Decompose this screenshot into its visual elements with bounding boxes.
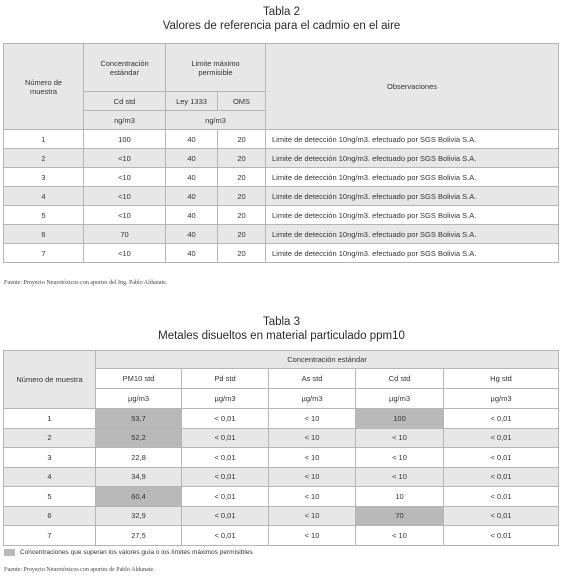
table3-cell: < 0,01 xyxy=(444,409,559,429)
table3-cell: < 10 xyxy=(356,467,444,487)
table2-row-number: 5 xyxy=(4,206,84,225)
table2-header-observaciones: Observaciones xyxy=(266,44,559,130)
table3-cell: 100 xyxy=(356,409,444,429)
table3-cell: < 0,01 xyxy=(182,448,269,468)
table3-row-number: 7 xyxy=(4,526,96,546)
table3-cell: 34,9 xyxy=(96,467,182,487)
table2-source: Fuente: Proyecto Neurotóxicos con aportes del Ing. Pablo Aldunate. xyxy=(4,280,168,286)
table3-cell: < 10 xyxy=(356,448,444,468)
table2-oms-value: 20 xyxy=(218,130,266,149)
table2-cd-value: <10 xyxy=(84,244,166,263)
table3-cell: < 0,01 xyxy=(444,487,559,507)
legend-swatch xyxy=(4,549,15,556)
table3-cell: 10 xyxy=(356,487,444,507)
table3-row-number: 5 xyxy=(4,487,96,507)
table3-row-number: 4 xyxy=(4,467,96,487)
table3-col-header: Pd std xyxy=(182,369,269,389)
table-row xyxy=(4,487,559,507)
table2-oms-value: 20 xyxy=(218,168,266,187)
table2-title: Valores de referencia para el cadmio en el aire xyxy=(162,20,401,32)
table3-cell: < 10 xyxy=(269,467,356,487)
table3-header-numero: Número de muestra xyxy=(4,351,96,409)
table3-cell: < 10 xyxy=(269,526,356,546)
table-row xyxy=(4,526,559,546)
table2-oms-value: 20 xyxy=(218,187,266,206)
table3-cell: 70 xyxy=(356,506,444,526)
table-row xyxy=(4,149,559,168)
table-row xyxy=(4,428,559,448)
table3-col-header: As std xyxy=(269,369,356,389)
table3-cell: < 10 xyxy=(269,409,356,429)
table2-ley-value: 40 xyxy=(166,225,218,244)
table3-cell: < 0,01 xyxy=(182,467,269,487)
table3-unit-header: µg/m3 xyxy=(182,389,269,409)
table2-header-conc-estandar: Concentración estándar xyxy=(84,44,166,92)
table2-cd-value: <10 xyxy=(84,187,166,206)
table3 xyxy=(3,350,559,546)
table3-unit-header: µg/m3 xyxy=(96,389,182,409)
table2-cd-value: <10 xyxy=(84,206,166,225)
table3-cell: < 0,01 xyxy=(182,526,269,546)
table3-unit-header: µg/m3 xyxy=(269,389,356,409)
table3-cell: < 0,01 xyxy=(444,506,559,526)
table2-header-limite: Limite máximo permisible xyxy=(166,44,266,92)
table3-col-header: Hg std xyxy=(444,369,559,389)
table2-observation: Limite de detección 10ng/m3. efectuado por SGS Bolivia S.A. xyxy=(266,187,559,206)
table2-row-number: 4 xyxy=(4,187,84,206)
table3-cell: 22,8 xyxy=(96,448,182,468)
table3-cell: < 10 xyxy=(356,428,444,448)
table2-cd-value: <10 xyxy=(84,168,166,187)
table3-cell: < 0,01 xyxy=(182,487,269,507)
table-row xyxy=(4,168,559,187)
table3-cell: < 10 xyxy=(269,448,356,468)
table2-cd-value: <10 xyxy=(84,149,166,168)
table2-row-number: 7 xyxy=(4,244,84,263)
table2-header-oms: OMS xyxy=(218,92,266,111)
table2-ley-value: 40 xyxy=(166,206,218,225)
table2-row-number: 1 xyxy=(4,130,84,149)
table-row xyxy=(4,506,559,526)
table2-cd-value: 100 xyxy=(84,130,166,149)
table-row xyxy=(4,206,559,225)
table3-cell: < 0,01 xyxy=(182,409,269,429)
table3-col-header: Cd std xyxy=(356,369,444,389)
table3-cell: < 0,01 xyxy=(444,526,559,546)
table2-oms-value: 20 xyxy=(218,206,266,225)
table2-ley-value: 40 xyxy=(166,187,218,206)
table2-oms-value: 20 xyxy=(218,225,266,244)
table-row xyxy=(4,244,559,263)
table3-col-header: PM10 std xyxy=(96,369,182,389)
table2-oms-value: 20 xyxy=(218,244,266,263)
table3-legend xyxy=(4,549,253,556)
table3-header-conc-estandar: Concentración estándar xyxy=(96,351,559,369)
table-row xyxy=(4,130,559,149)
table2 xyxy=(3,43,559,263)
table3-cell: 52,2 xyxy=(96,428,182,448)
table3-cell: < 0,01 xyxy=(444,448,559,468)
legend-text: Concentraciones que superan los valores guía o los límites máximos permisibles xyxy=(20,549,253,556)
table2-ley-value: 40 xyxy=(166,168,218,187)
table3-cell: < 10 xyxy=(269,428,356,448)
table3-cell: < 0,01 xyxy=(182,428,269,448)
table3-unit-header: µg/m3 xyxy=(356,389,444,409)
table-row xyxy=(4,467,559,487)
table3-cell: < 0,01 xyxy=(182,506,269,526)
table3-title: Metales disueltos en material particulado ppm10 xyxy=(158,330,405,342)
table2-observation: Limite de detección 10ng/m3. efectuado por SGS Bolivia S.A. xyxy=(266,206,559,225)
table2-ley-value: 40 xyxy=(166,244,218,263)
table3-row-number: 2 xyxy=(4,428,96,448)
table2-header-ley: Ley 1333 xyxy=(166,92,218,111)
table3-cell: < 10 xyxy=(269,487,356,507)
table2-observation: Limite de detección 10ng/m3. efectuado por SGS Bolivia S.A. xyxy=(266,168,559,187)
table-row xyxy=(4,448,559,468)
table2-row-number: 3 xyxy=(4,168,84,187)
table2-caption: Tabla 2 xyxy=(262,6,301,18)
table3-cell: 60,4 xyxy=(96,487,182,507)
table3-cell: < 10 xyxy=(269,506,356,526)
table2-row-number: 2 xyxy=(4,149,84,168)
table2-observation: Limite de detección 10ng/m3. efectuado por SGS Bolivia S.A. xyxy=(266,130,559,149)
table3-cell: 53,7 xyxy=(96,409,182,429)
table2-cd-value: 70 xyxy=(84,225,166,244)
table3-cell: 32,9 xyxy=(96,506,182,526)
table2-header-unit: ng/m3 xyxy=(84,111,166,130)
table2-header-unit: ng/m3 xyxy=(166,111,266,130)
table-row xyxy=(4,409,559,429)
table3-cell: < 0,01 xyxy=(444,428,559,448)
table2-header-numero: Número de muestra xyxy=(4,44,84,130)
table3-caption: Tabla 3 xyxy=(262,316,301,328)
table3-cell: 27,5 xyxy=(96,526,182,546)
table2-observation: Limite de detección 10ng/m3. efectuado por SGS Bolivia S.A. xyxy=(266,225,559,244)
table3-row-number: 6 xyxy=(4,506,96,526)
table-row xyxy=(4,187,559,206)
table2-observation: Limite de detección 10ng/m3. efectuado por SGS Bolivia S.A. xyxy=(266,149,559,168)
table2-ley-value: 40 xyxy=(166,149,218,168)
table-row xyxy=(4,225,559,244)
table3-source: Fuente: Proyecto Neurotóxicos con aportes de Pablo Aldunate. xyxy=(4,567,155,573)
table2-observation: Limite de detección 10ng/m3. efectuado por SGS Bolivia S.A. xyxy=(266,244,559,263)
table3-cell: < 10 xyxy=(356,526,444,546)
table3-cell: < 0,01 xyxy=(444,467,559,487)
table2-row-number: 6 xyxy=(4,225,84,244)
table3-unit-header: µg/m3 xyxy=(444,389,559,409)
table2-header-cd-std: Cd std xyxy=(84,92,166,111)
table2-ley-value: 40 xyxy=(166,130,218,149)
table2-oms-value: 20 xyxy=(218,149,266,168)
table3-row-number: 1 xyxy=(4,409,96,429)
table3-row-number: 3 xyxy=(4,448,96,468)
